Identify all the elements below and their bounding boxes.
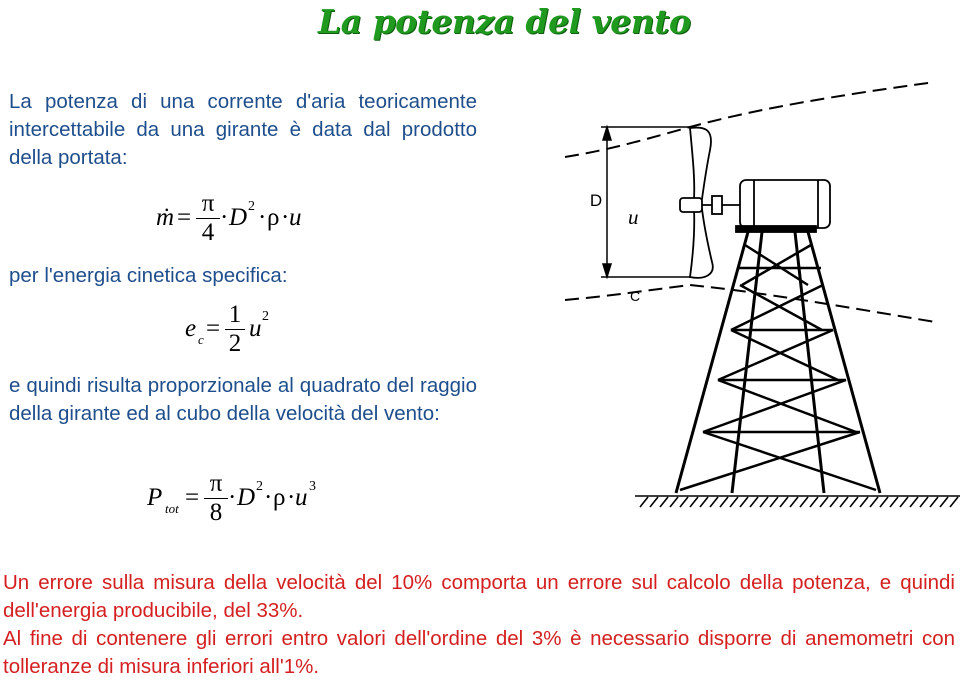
formula-fraction [225,302,245,357]
formula-var-u: u [289,204,302,231]
hatch-mark [730,497,738,507]
formula-equals: = [177,204,192,231]
label-u: u [628,205,639,229]
formula-var-d: D [237,484,256,511]
hatch-mark [850,497,858,507]
formula-rho: ρ [267,204,280,231]
hatch-mark [650,497,658,507]
wind-turbine-diagram [530,60,960,530]
formula-lhs: P [147,484,163,511]
bottom-paragraph-2: Al fine di contenere gli errori entro valori dell'ordine del 3% è necessario disporre di anemometri con tolleranze di misura inferiori all'1%. [3,627,955,678]
ground [635,496,960,507]
hatch-mark [680,497,688,507]
formula-fraction [204,471,228,526]
formula-denominator: 2 [228,330,242,357]
brace [742,245,811,285]
formula-var-d: D [229,204,248,231]
formula-exp-d: 2 [248,199,255,214]
label-c: C [630,288,641,304]
hatch-mark [900,497,908,507]
formula-numerator: π [201,190,215,217]
formula-dot: · [281,204,290,231]
formula-subscript: c [198,332,204,347]
formula-numerator: 1 [228,301,242,328]
brace [680,432,876,490]
intro-paragraph: La potenza di una corrente d'aria teoricamente intercettabile da una girante è data dal prodotto della portata: [9,90,477,169]
arrow-down [603,264,611,277]
hatch-mark [840,497,848,507]
hatch-mark [830,497,838,507]
formula-lhs: ṁ [156,204,175,231]
stream-line-top [565,82,935,157]
kinetic-formula [185,302,305,362]
hatch-mark [880,497,888,507]
formula-equals: = [206,315,221,342]
kinetic-paragraph: per l'energia cinetica specifica: [9,264,288,287]
proportional-paragraph: e quindi risulta proporzionale al quadrato del raggio della girante ed al cubo della velocità del vento: [9,374,477,425]
hatch-mark [820,497,828,507]
formula-dot: · [264,484,273,511]
formula-var-u: u [295,484,308,511]
blade-upper [690,128,711,199]
formula-exp-d: 2 [256,479,263,494]
hatch-mark [760,497,768,507]
hatch-mark [890,497,898,507]
shaft-collar [712,196,722,214]
bottom-paragraph-1: Un errore sulla misura della velocità del 10% comporta un errore sul calcolo della potenza, e quindi dell'energia producibile, del 33%. [3,571,955,622]
mass-flow-formula [150,190,350,255]
formula-subscript: tot [165,501,179,516]
formula-dot: · [287,484,296,511]
formula-exp-u: 2 [262,309,269,324]
formula-var-u: u [249,315,262,342]
page-title: La potenza del vento [318,2,691,41]
hatch-mark [710,497,718,507]
hatch-mark [720,497,728,507]
ground-hatch [640,497,958,507]
diameter-dimension [601,127,690,277]
formula-dot: · [220,204,229,231]
hatch-mark [910,497,918,507]
hatch-mark [940,497,948,507]
hatch-mark [670,497,678,507]
brace [703,380,856,432]
brace [718,330,838,380]
hub [680,198,702,212]
hatch-mark [790,497,798,507]
nacelle-base [736,226,816,232]
hatch-mark [870,497,878,507]
hatch-mark [800,497,808,507]
formula-denominator: 8 [209,499,223,526]
formula-dot: · [228,484,237,511]
hatch-mark [660,497,668,507]
blade-lower [690,209,713,278]
hatch-mark [930,497,938,507]
power-formula [147,470,347,535]
hatch-mark [780,497,788,507]
formula-numerator: π [209,470,223,497]
hatch-mark [810,497,818,507]
hatch-mark [640,497,648,507]
hatch-mark [750,497,758,507]
formula-equals: = [185,484,200,511]
arrow-up [603,127,611,140]
hatch-mark [860,497,868,507]
formula-dot: · [258,204,267,231]
hatch-mark [770,497,778,507]
hatch-mark [740,497,748,507]
formula-rho: ρ [273,484,286,511]
formula-fraction [196,191,220,246]
hatch-mark [700,497,708,507]
formula-lhs: e [185,315,197,342]
hatch-mark [690,497,698,507]
hatch-mark [950,497,958,507]
formula-exp-u: 3 [309,479,316,494]
formula-denominator: 4 [201,219,215,246]
label-d: D [589,191,603,210]
hatch-mark [920,497,928,507]
